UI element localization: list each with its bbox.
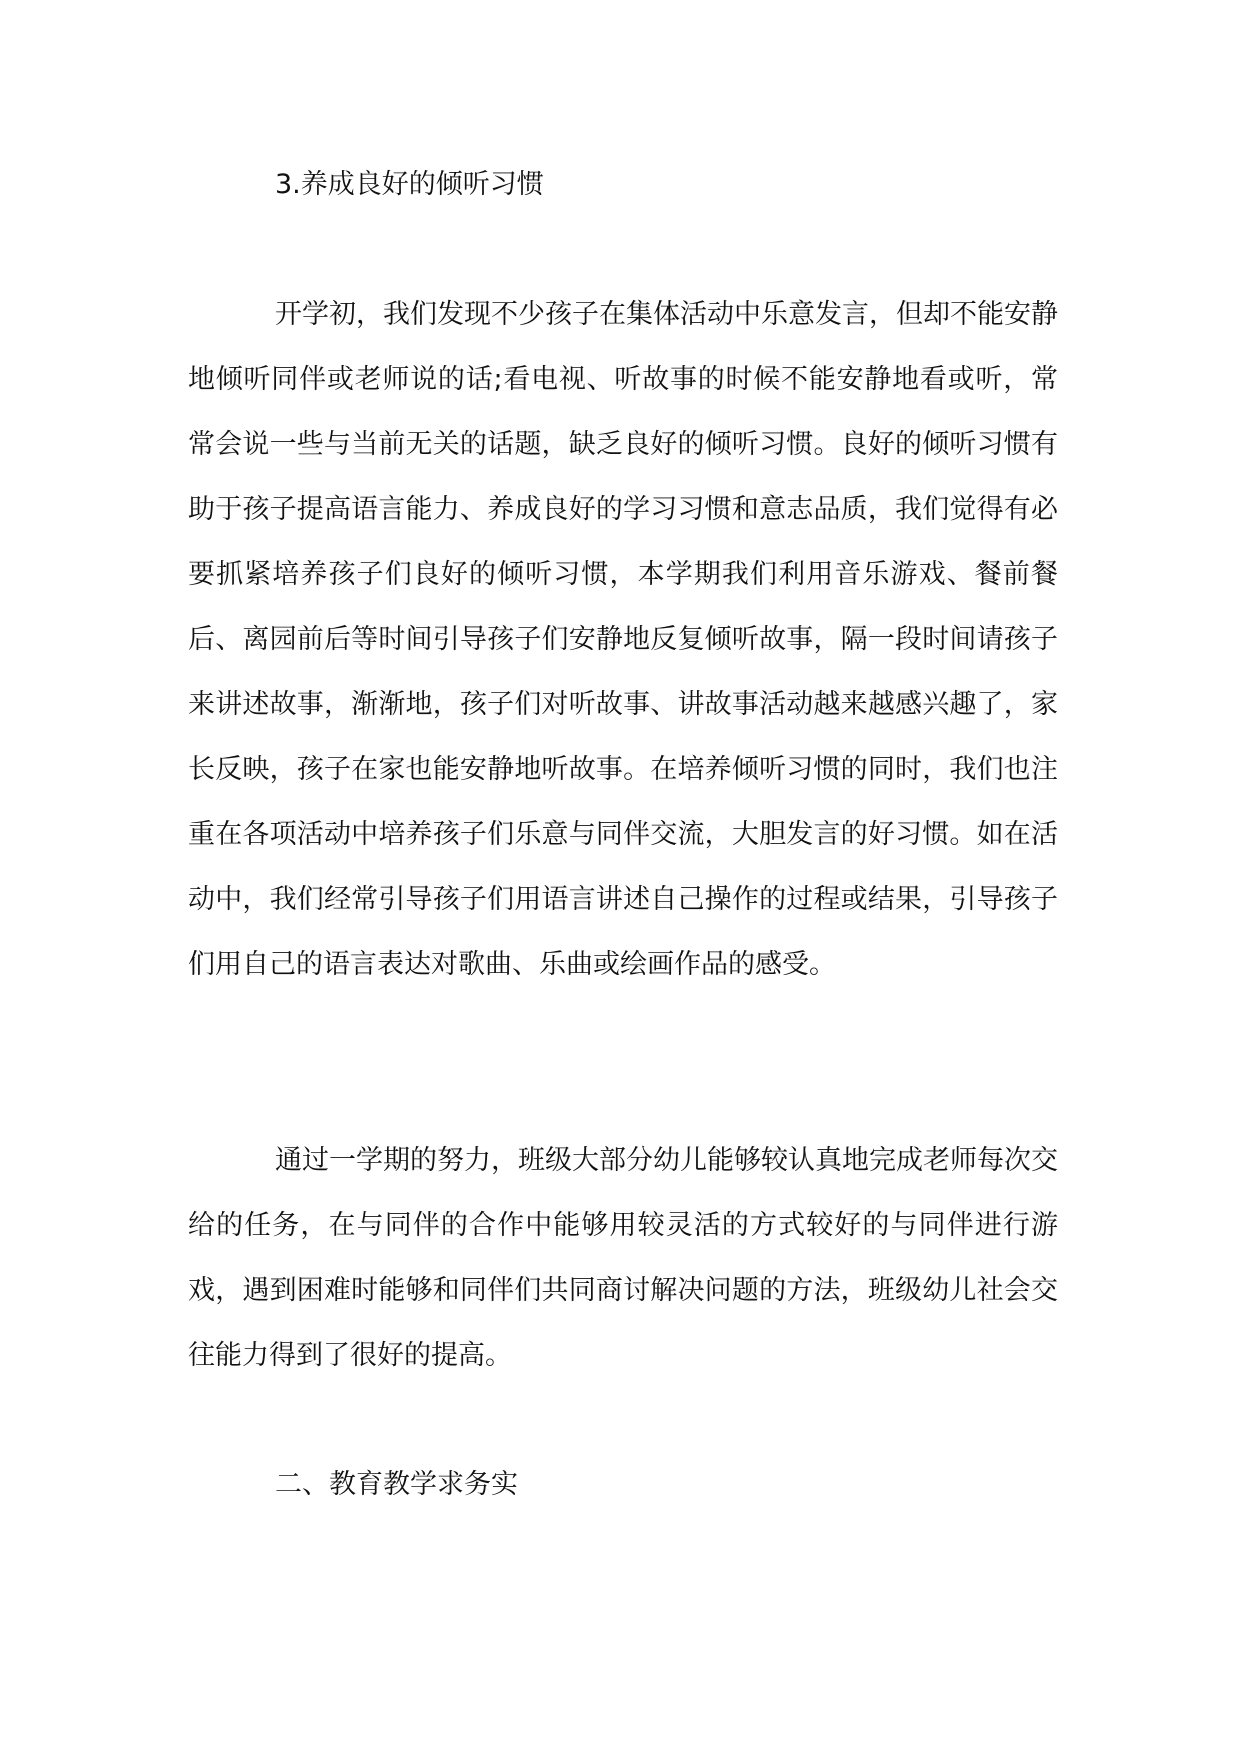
section-heading-teaching: 二、教育教学求务实: [275, 1469, 518, 1500]
section-heading-listening-habits: 3.养成良好的倾听习惯: [275, 169, 544, 200]
paragraph-listening-habits: 开学初，我们发现不少孩子在集体活动中乐意发言，但却不能安静地倾听同伴或老师说的话;看电视、听故事的时候不能安静地看或听，常常会说一些与当前无关的话题，缺乏良好的倾听习惯。良好的倾听习惯有助于孩子提高语言能力、养成良好的学习习惯和意志品质，我们觉得有必要抓紧培养孩子们良好的倾听习惯，本学期我们利用音乐游戏、餐前餐后、离园前后等时间引导孩子们安静地反复倾听故事，隔一段时间请孩子来讲述故事，渐渐地，孩子们对听故事、讲故事活动越来越感兴趣了，家长反映，孩子在家也能安静地听故事。在培养倾听习惯的同时，我们也注重在各项活动中培养孩子们乐意与同伴交流，大胆发言的好习惯。如在活动中，我们经常引导孩子们用语言讲述自己操作的过程或结果，引导孩子们用自己的语言表达对歌曲、乐曲或绘画作品的感受。: [188, 299, 1058, 980]
paragraph-semester-summary: 通过一学期的努力，班级大部分幼儿能够较认真地完成老师每次交给的任务，在与同伴的合作中能够用较灵活的方式较好的与同伴进行游戏，遇到困难时能够和同伴们共同商讨解决问题的方法，班级幼儿社会交往能力得到了很好的提高。: [188, 1145, 1058, 1371]
